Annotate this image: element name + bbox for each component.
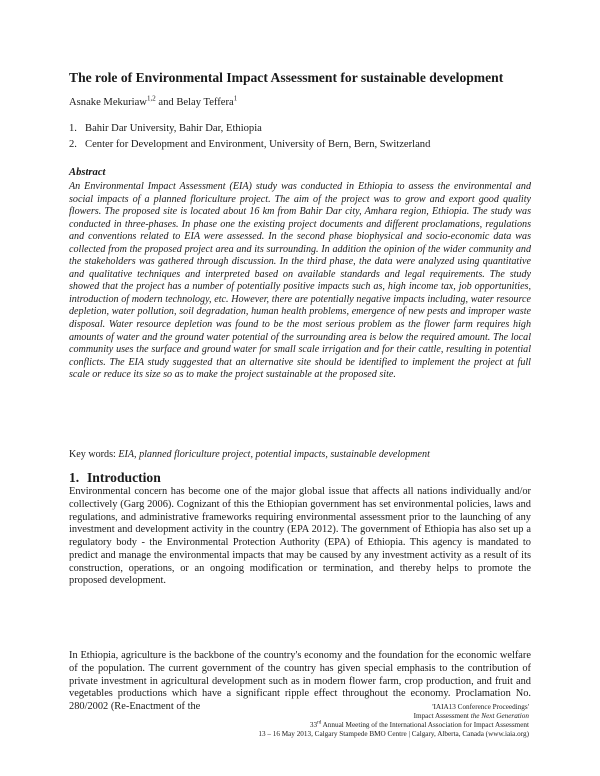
paper-title: The role of Environmental Impact Assessment for sustainable development [69, 70, 504, 85]
footer-line [129, 721, 529, 730]
author-affiliation-mark: 1 [233, 94, 238, 103]
footer-emphasis: the Next Generation [470, 712, 529, 720]
section-number: 1. [69, 470, 80, 485]
affiliation-text: Center for Development and Environment, University of Bern, Bern, Switzerland [85, 139, 431, 150]
body-paragraph: Environmental concern has become one of the major global issue that affects all nations individually and/or collectively (Garg 2006). Cognizant of this the Ethiopian government has set environmental policies, laws and regulations, and administrative frameworks requiring environmental assessment prior to the launching of any investment and development activity in the country (EPA 2012). The government of Ethiopia has also set up a regulatory body - the Environmental Protection Authority (EPA) of Ethiopia. This agency is mandated to predict and manage the environmental impacts that may be caused by any investment activity as a result of its construction, operations, or an ongoing modification or termination, and thereby helps to promote the proposed development. [69, 486, 531, 587]
footer-text: Impact Assessment [413, 712, 471, 720]
author-conjunction: and [155, 97, 177, 108]
affiliation-number: 1. [69, 123, 77, 134]
footer-ordinal-suffix: rd [317, 720, 322, 726]
section-heading [69, 470, 161, 486]
affiliation-item [69, 139, 430, 150]
body-paragraph: In Ethiopia, agriculture is the backbone of the country's economy and the foundation for the economic welfare of the population. The current government of the country has given special emphasis to the contribution of private investment in agricultural development such as in modern flower farm, crop production, and fruit and vegetables productions which have a significant ripple effect throughout the economy. Proclamation No. 280/2002 (Re-Enactment of the [69, 650, 531, 712]
author-affiliation-mark: 1,2 [146, 94, 156, 103]
footer-line [129, 712, 529, 721]
abstract-heading: Abstract [69, 167, 106, 178]
author-name: Belay Teffera [176, 97, 234, 108]
keywords-label: Key words: [69, 449, 119, 460]
author-name: Asnake Mekuriaw [69, 97, 147, 108]
author-line [69, 94, 238, 108]
keywords-text: EIA, planned floriculture project, potential impacts, sustainable development [118, 449, 430, 460]
affiliation-text: Bahir Dar University, Bahir Dar, Ethiopia [85, 123, 262, 134]
keywords-line [69, 449, 430, 460]
affiliation-number: 2. [69, 139, 77, 150]
conference-footer [129, 703, 529, 739]
section-title: Introduction [87, 470, 161, 485]
footer-line: 'IAIA13 Conference Proceedings' [432, 703, 529, 711]
affiliation-item [69, 123, 262, 134]
footer-line: 13 – 16 May 2013, Calgary Stampede BMO Centre | Calgary, Alberta, Canada (www.iaia.org) [258, 730, 529, 738]
footer-ordinal: 33 [309, 721, 318, 729]
footer-text: Annual Meeting of the International Association for Impact Assessment [321, 721, 529, 729]
abstract-text: An Environmental Impact Assessment (EIA) study was conducted in Ethiopia to assess the environmental and social impacts of a planned floriculture project. The aim of the project was to grow and export good quality flowers. The proposed site is located about 16 km from Bahir Dar city, Amhara region, Ethiopia. The study was conducted in three-phases. In phase one the existing project documents and different proclamations, regulations and conventions related to EIA were assessed. In the second phase biophysical and socio-economic data was collected from the proposed project area and its surrounding. In addition the opinion of the wider community and the stakeholders was gathered through discussion. In the third phase, the data were analyzed using quantitative and qualitative techniques and interpreted based on available standards and legal requirements. The study showed that the project has a number of potentially positive impacts such as, high income tax, job opportunities, introduction of modern technology, etc. However, there are potentially negative impacts including, water resource depletion, water pollution, soil degradation, human health problems, emergence of new pests and improper waste disposal. Water resource depletion was found to be the most serious problem as the flower farm requires high amounts of water and the ground water potential of the surrounding area is below the required amount. The local community uses the surface and ground water for small scale irrigation and for their cattle, resulting in potential conflicts. The EIA study suggested that an alternative site should be identified to implement the project at full scale or reduce its size so as to make the project sustainable at the proposed site. [69, 181, 531, 381]
